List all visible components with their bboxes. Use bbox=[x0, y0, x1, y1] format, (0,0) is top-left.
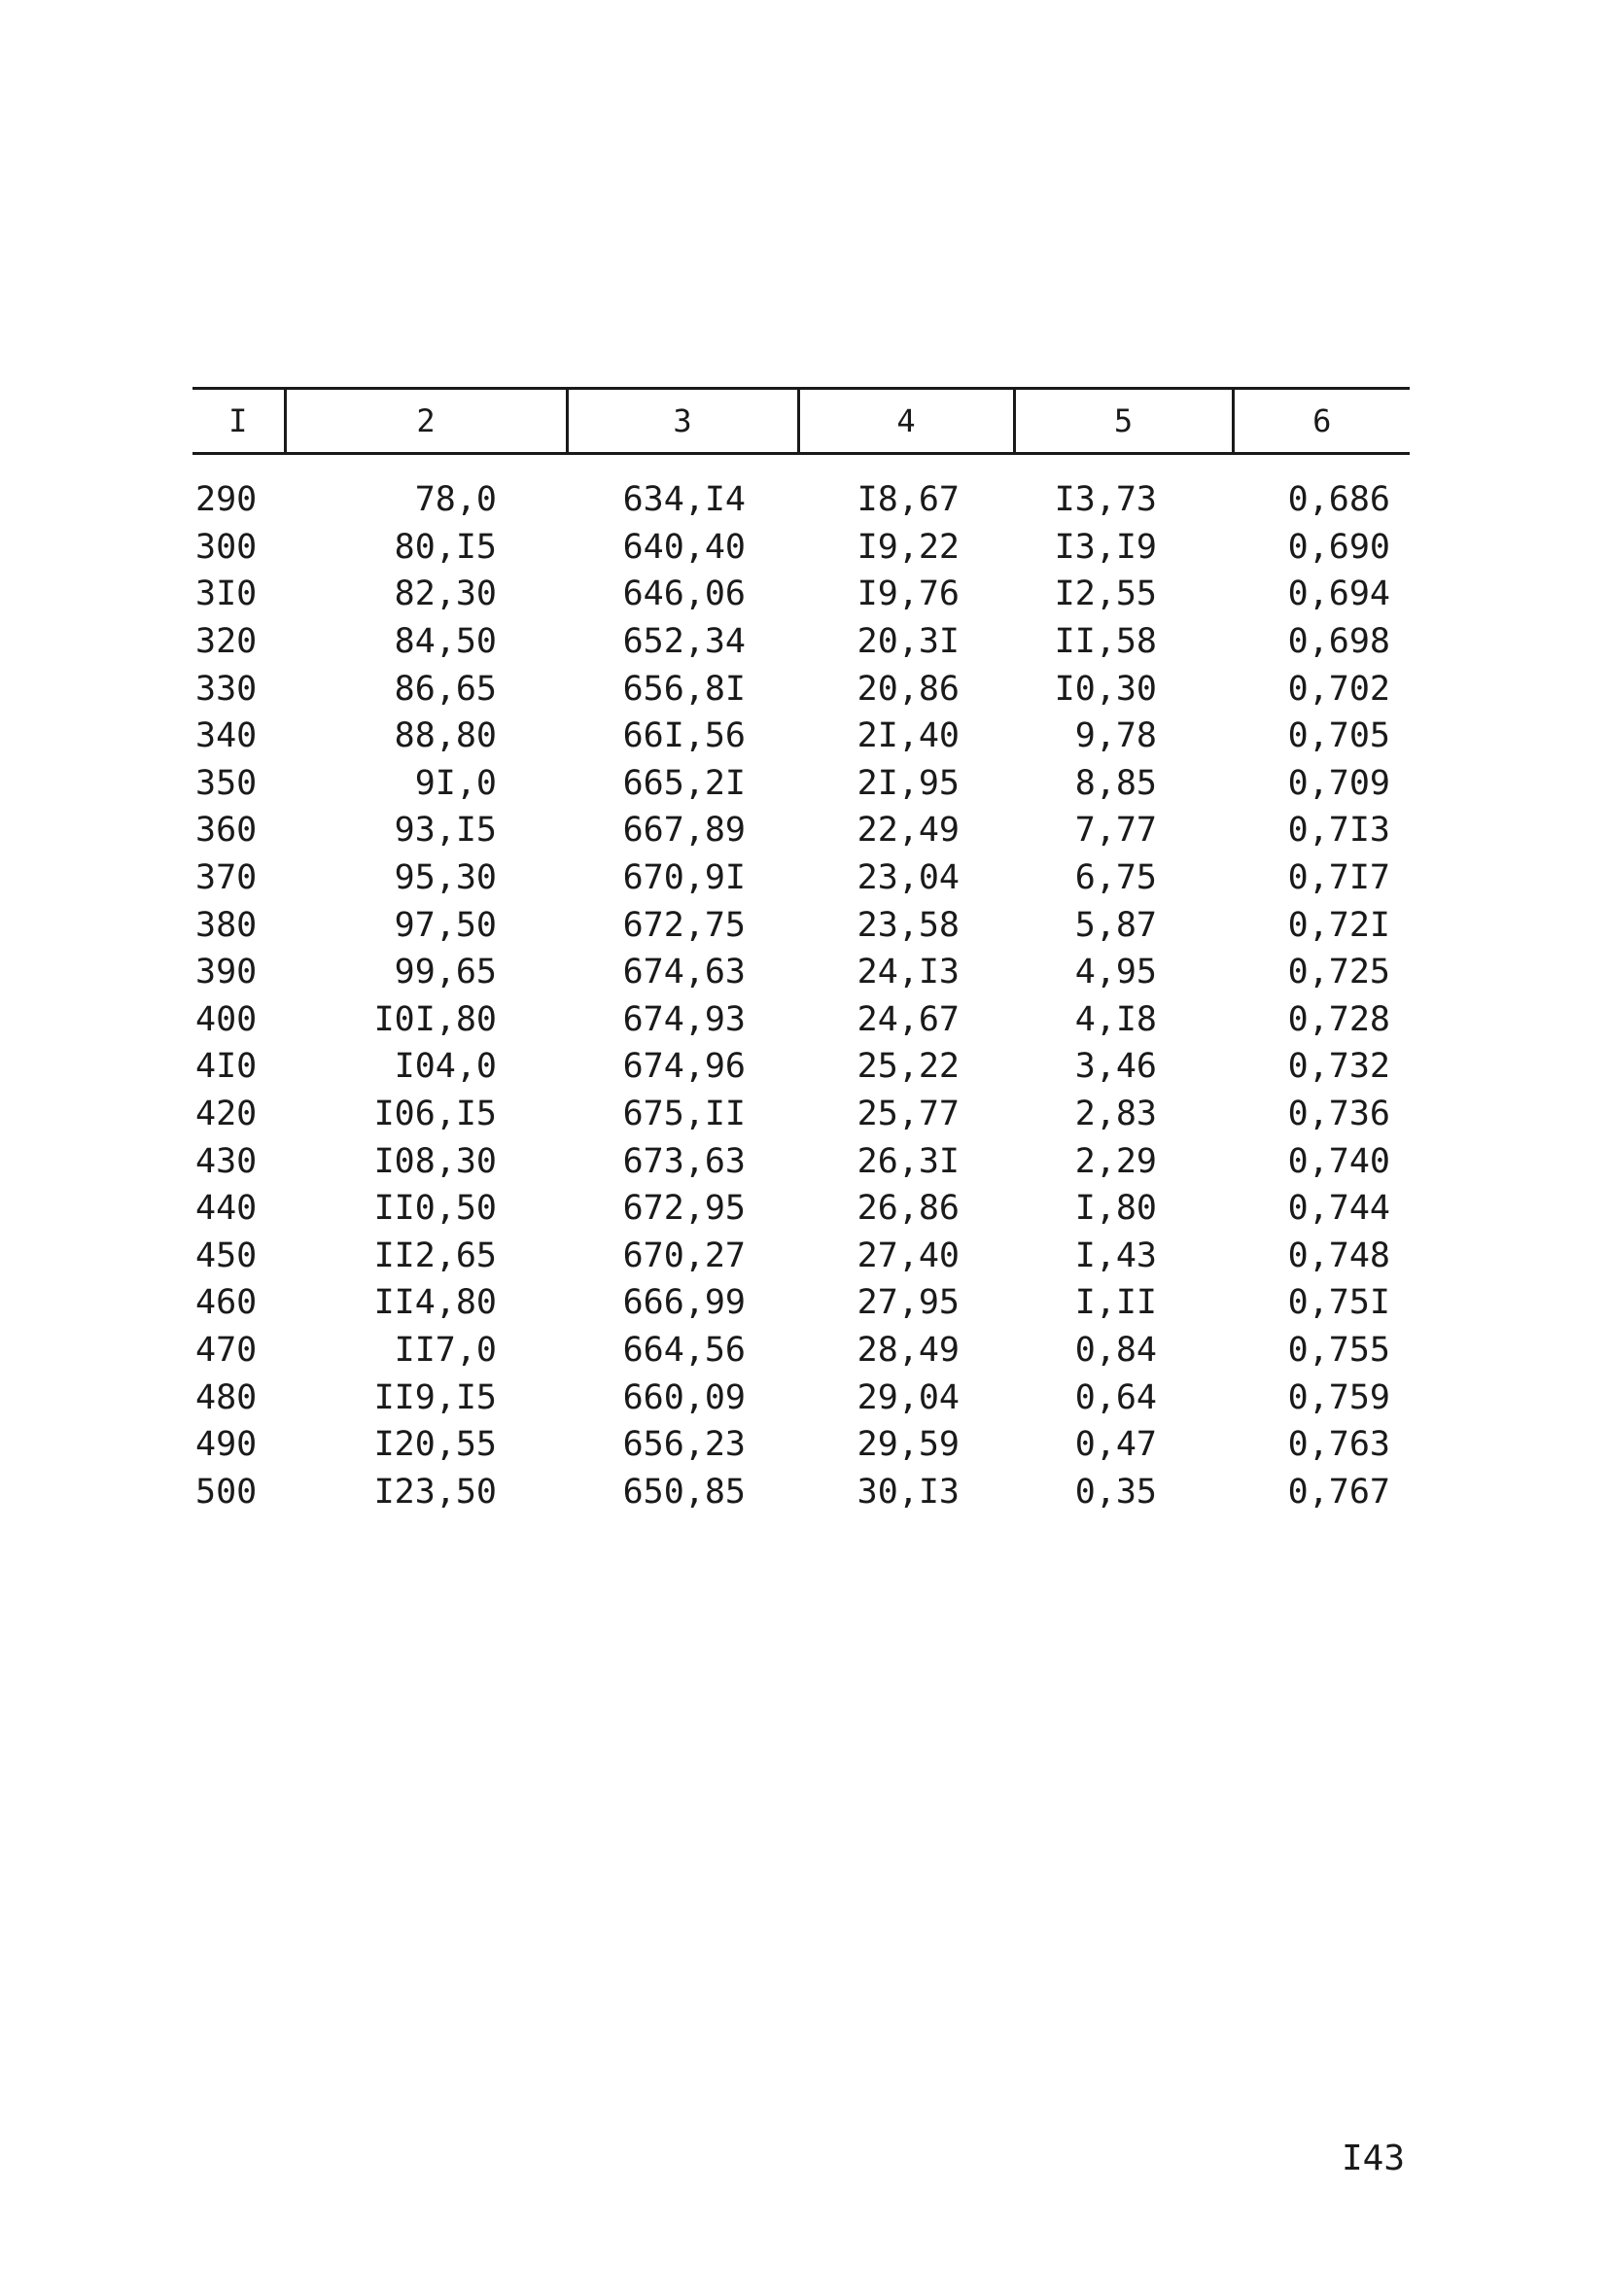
table-cell: 6,75 bbox=[1074, 858, 1157, 898]
table-cell: 2I,40 bbox=[856, 716, 960, 756]
table-cell: 2,29 bbox=[1074, 1141, 1157, 1181]
table-cell: 666,99 bbox=[622, 1283, 746, 1323]
table-cell: 24,67 bbox=[856, 999, 960, 1039]
table-cell: 0,694 bbox=[1287, 574, 1390, 614]
table-cell: I2,55 bbox=[1054, 574, 1157, 614]
table-cell: 290 bbox=[195, 480, 258, 520]
table-row bbox=[192, 665, 1410, 713]
table-cell: 380 bbox=[195, 905, 258, 945]
table-row bbox=[192, 1137, 1410, 1185]
table-cell: 667,89 bbox=[622, 811, 746, 851]
table-cell: 4,I8 bbox=[1074, 999, 1157, 1039]
table-row bbox=[192, 1043, 1410, 1091]
table-row bbox=[192, 901, 1410, 949]
table-cell: 0,705 bbox=[1287, 716, 1390, 756]
table-cell: 400 bbox=[195, 999, 258, 1039]
table-row bbox=[192, 949, 1410, 996]
table-cell: 0,748 bbox=[1287, 1235, 1390, 1275]
table-cell: 0,7I3 bbox=[1287, 811, 1390, 851]
table-cell: 84,50 bbox=[394, 622, 497, 662]
table-row bbox=[192, 713, 1410, 760]
column-header-4: 4 bbox=[798, 389, 1014, 454]
table-cell: 8,85 bbox=[1074, 763, 1157, 803]
table-cell: 30,I3 bbox=[856, 1472, 960, 1512]
table-cell: II4,80 bbox=[373, 1283, 497, 1323]
table-cell: 23,58 bbox=[856, 905, 960, 945]
table-cell: 640,40 bbox=[622, 527, 746, 567]
table-cell: II2,65 bbox=[373, 1235, 497, 1275]
table-header bbox=[192, 389, 1410, 454]
table-cell: 25,77 bbox=[856, 1095, 960, 1134]
table-cell: 25,22 bbox=[856, 1047, 960, 1087]
table-cell: 670,9I bbox=[622, 858, 746, 898]
table-cell: 29,04 bbox=[856, 1377, 960, 1417]
table-cell: I0I,80 bbox=[373, 999, 497, 1039]
table-cell: 420 bbox=[195, 1095, 258, 1134]
column-header-5: 5 bbox=[1014, 389, 1233, 454]
table-row bbox=[192, 1468, 1410, 1515]
table-cell: 0,744 bbox=[1287, 1189, 1390, 1229]
table-cell: 3,46 bbox=[1074, 1047, 1157, 1087]
column-header-1: I bbox=[192, 389, 285, 454]
table-cell: 0,763 bbox=[1287, 1425, 1390, 1465]
table-row bbox=[192, 1279, 1410, 1327]
table-row bbox=[192, 1374, 1410, 1421]
table-cell: 3I0 bbox=[195, 574, 258, 614]
table-cell: 0,759 bbox=[1287, 1377, 1390, 1417]
page-number: I43 bbox=[1342, 2139, 1406, 2178]
table-cell: 23,04 bbox=[856, 858, 960, 898]
table-cell: 674,96 bbox=[622, 1047, 746, 1087]
table-cell: I20,55 bbox=[373, 1425, 497, 1465]
table-cell: 674,63 bbox=[622, 953, 746, 992]
table-row bbox=[192, 854, 1410, 902]
table-cell: 0,736 bbox=[1287, 1095, 1390, 1134]
table-cell: II9,I5 bbox=[373, 1377, 497, 1417]
table-cell: I08,30 bbox=[373, 1141, 497, 1181]
table-cell: I0,30 bbox=[1054, 669, 1157, 709]
table-cell: 0,709 bbox=[1287, 763, 1390, 803]
table-cell: 664,56 bbox=[622, 1330, 746, 1370]
column-header-2: 2 bbox=[285, 389, 567, 454]
table-cell: 660,09 bbox=[622, 1377, 746, 1417]
table-cell: I9,22 bbox=[856, 527, 960, 567]
table-cell: 0,7I7 bbox=[1287, 858, 1390, 898]
data-table bbox=[192, 387, 1410, 1515]
table-row bbox=[192, 760, 1410, 808]
table-cell: 500 bbox=[195, 1472, 258, 1512]
table-cell: 650,85 bbox=[622, 1472, 746, 1512]
table-cell: I,43 bbox=[1074, 1235, 1157, 1275]
table-cell: 9I,0 bbox=[414, 763, 497, 803]
table-row bbox=[192, 996, 1410, 1044]
table-cell: II7,0 bbox=[394, 1330, 497, 1370]
table-cell: I23,50 bbox=[373, 1472, 497, 1512]
table-cell: 0,84 bbox=[1074, 1330, 1157, 1370]
table-cell: 672,75 bbox=[622, 905, 746, 945]
table-cell: 646,06 bbox=[622, 574, 746, 614]
table-cell: 673,63 bbox=[622, 1141, 746, 1181]
table-cell: 28,49 bbox=[856, 1330, 960, 1370]
table-cell: 0,732 bbox=[1287, 1047, 1390, 1087]
table-cell: 24,I3 bbox=[856, 953, 960, 992]
table-cell: II0,50 bbox=[373, 1189, 497, 1229]
table-cell: 0,725 bbox=[1287, 953, 1390, 992]
table-cell: 370 bbox=[195, 858, 258, 898]
table-cell: 0,755 bbox=[1287, 1330, 1390, 1370]
table-cell: 330 bbox=[195, 669, 258, 709]
table-cell: 0,740 bbox=[1287, 1141, 1390, 1181]
table-cell: I04,0 bbox=[394, 1047, 497, 1087]
table-row bbox=[192, 571, 1410, 618]
table-cell: 0,728 bbox=[1287, 999, 1390, 1039]
table-cell: 0,767 bbox=[1287, 1472, 1390, 1512]
table-cell: 665,2I bbox=[622, 763, 746, 803]
table-cell: I9,76 bbox=[856, 574, 960, 614]
table-row bbox=[192, 454, 1410, 524]
table-cell: 27,95 bbox=[856, 1283, 960, 1323]
table-cell: 88,80 bbox=[394, 716, 497, 756]
table-cell: 78,0 bbox=[414, 480, 497, 520]
table-cell: I8,67 bbox=[856, 480, 960, 520]
table-cell: 450 bbox=[195, 1235, 258, 1275]
table-row bbox=[192, 1327, 1410, 1374]
table-cell: 0,47 bbox=[1074, 1425, 1157, 1465]
table-cell: 5,87 bbox=[1074, 905, 1157, 945]
table-cell: 656,8I bbox=[622, 669, 746, 709]
table-row bbox=[192, 1233, 1410, 1280]
table-cell: 0,64 bbox=[1074, 1377, 1157, 1417]
table-cell: 440 bbox=[195, 1189, 258, 1229]
table-cell: 390 bbox=[195, 953, 258, 992]
table-cell: 670,27 bbox=[622, 1235, 746, 1275]
table-cell: 27,40 bbox=[856, 1235, 960, 1275]
table-cell: 0,72I bbox=[1287, 905, 1390, 945]
table-cell: 4I0 bbox=[195, 1047, 258, 1087]
table-cell: 470 bbox=[195, 1330, 258, 1370]
table-cell: 82,30 bbox=[394, 574, 497, 614]
table-body bbox=[192, 454, 1410, 1516]
table-cell: 97,50 bbox=[394, 905, 497, 945]
table-cell: 26,86 bbox=[856, 1189, 960, 1229]
table-cell: 0,35 bbox=[1074, 1472, 1157, 1512]
table-cell: 86,65 bbox=[394, 669, 497, 709]
table-cell: 99,65 bbox=[394, 953, 497, 992]
table-cell: 80,I5 bbox=[394, 527, 497, 567]
table-cell: 0,698 bbox=[1287, 622, 1390, 662]
table-cell: 350 bbox=[195, 763, 258, 803]
table-cell: 4,95 bbox=[1074, 953, 1157, 992]
table-row bbox=[192, 1421, 1410, 1469]
table-cell: 430 bbox=[195, 1141, 258, 1181]
table-row bbox=[192, 1185, 1410, 1233]
table-row bbox=[192, 524, 1410, 572]
table-cell: 320 bbox=[195, 622, 258, 662]
table-cell: 22,49 bbox=[856, 811, 960, 851]
table-row bbox=[192, 618, 1410, 666]
table-row bbox=[192, 1091, 1410, 1138]
column-header-6: 6 bbox=[1233, 389, 1410, 454]
table-cell: I3,I9 bbox=[1054, 527, 1157, 567]
table-cell: 95,30 bbox=[394, 858, 497, 898]
table-cell: I,80 bbox=[1074, 1189, 1157, 1229]
table-cell: 340 bbox=[195, 716, 258, 756]
table-cell: 490 bbox=[195, 1425, 258, 1465]
table-cell: 634,I4 bbox=[622, 480, 746, 520]
table-cell: 656,23 bbox=[622, 1425, 746, 1465]
table-cell: 672,95 bbox=[622, 1189, 746, 1229]
table-cell: 674,93 bbox=[622, 999, 746, 1039]
table-cell: 2I,95 bbox=[856, 763, 960, 803]
table-cell: 0,75I bbox=[1287, 1283, 1390, 1323]
column-header-3: 3 bbox=[567, 389, 798, 454]
table-cell: 2,83 bbox=[1074, 1095, 1157, 1134]
table-cell: 460 bbox=[195, 1283, 258, 1323]
table-cell: 9,78 bbox=[1074, 716, 1157, 756]
table-cell: 480 bbox=[195, 1377, 258, 1417]
table-cell: I06,I5 bbox=[373, 1095, 497, 1134]
table-cell: 29,59 bbox=[856, 1425, 960, 1465]
table-cell: 0,702 bbox=[1287, 669, 1390, 709]
table-cell: 7,77 bbox=[1074, 811, 1157, 851]
table-cell: I,II bbox=[1074, 1283, 1157, 1323]
table-cell: 0,686 bbox=[1287, 480, 1390, 520]
table-cell: 652,34 bbox=[622, 622, 746, 662]
table-cell: 675,II bbox=[622, 1095, 746, 1134]
table-cell: 66I,56 bbox=[622, 716, 746, 756]
table-cell: 0,690 bbox=[1287, 527, 1390, 567]
table-cell: 20,86 bbox=[856, 669, 960, 709]
table-cell: 300 bbox=[195, 527, 258, 567]
table-cell: 360 bbox=[195, 811, 258, 851]
table-cell: 26,3I bbox=[856, 1141, 960, 1181]
table-cell: 93,I5 bbox=[394, 811, 497, 851]
table-row bbox=[192, 807, 1410, 854]
header-row bbox=[192, 389, 1410, 454]
table-cell: II,58 bbox=[1054, 622, 1157, 662]
table-cell: I3,73 bbox=[1054, 480, 1157, 520]
table-cell: 20,3I bbox=[856, 622, 960, 662]
